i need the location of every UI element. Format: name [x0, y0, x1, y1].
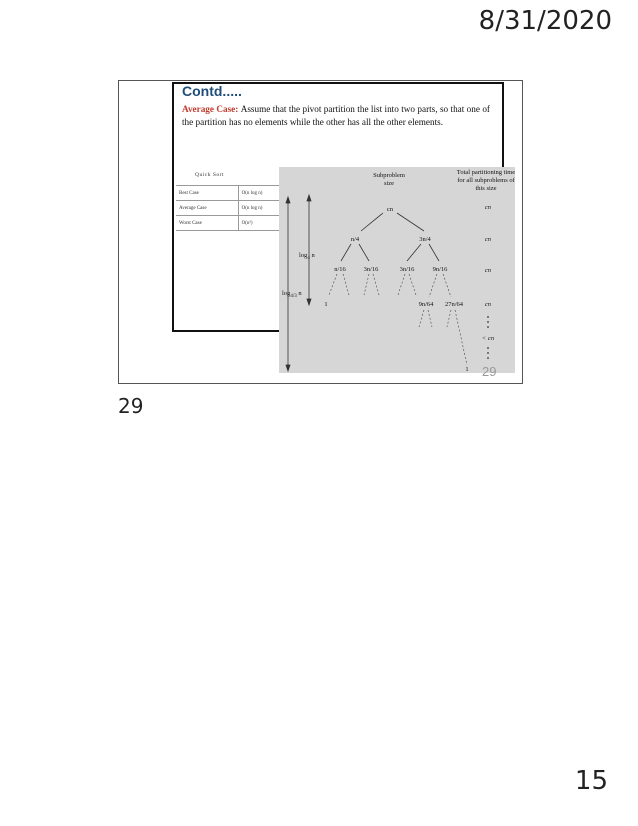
tree-edge [397, 213, 424, 231]
print-date: 8/31/2020 [478, 6, 612, 36]
tree-node-leaf-bottom: 1 [465, 366, 469, 373]
recursion-tree-svg [279, 167, 515, 373]
table-case-cell: Worst Case [176, 216, 238, 231]
dashed-edge [429, 274, 437, 297]
recursion-tree-diagram [279, 167, 515, 373]
tree-node-level1-left: n/4 [350, 236, 360, 243]
tree-edge [429, 244, 439, 261]
dashed-edge [364, 274, 369, 295]
tree-node-level3-left: 1 [324, 301, 328, 308]
tree-node-level3-right-a: 9n/64 [418, 301, 434, 308]
dashed-edge [428, 310, 432, 327]
ellipsis-dot [487, 347, 489, 349]
height-log4-label: $\log_4 n$ [299, 252, 315, 261]
table-row [176, 216, 288, 231]
slide-corner-number: 29 [482, 364, 497, 379]
table-case-cell: Best Case [176, 186, 238, 201]
height-arrows [286, 195, 311, 371]
header-subproblem-2: size [383, 180, 395, 187]
cost-label-lt: < cn [481, 335, 495, 342]
ellipsis-dot [487, 326, 489, 328]
page-number: 15 [574, 766, 608, 796]
table-title: Quick Sort [195, 172, 224, 178]
body-highlight: Average Case: [182, 104, 241, 114]
dashed-edge [409, 274, 416, 295]
tree-node-level2: 3n/16 [399, 266, 415, 273]
cost-label: cn [484, 236, 492, 243]
ellipsis-dot [487, 352, 489, 354]
ellipsis-dot [487, 357, 489, 359]
body-rest: Assume that the pivot partition the list into two parts, so that one of the partition has no elements while the other has all the other elements. [182, 104, 490, 127]
tree-nodes [324, 206, 468, 373]
cost-label: cn [484, 301, 492, 308]
dashed-edge [419, 310, 424, 327]
cost-label: cn [484, 204, 492, 211]
table-complexity-cell: O(n²) [238, 216, 288, 231]
log4-arrow-head-bottom [307, 299, 311, 305]
slide-body-text [182, 103, 490, 128]
tree-dashed-edges [329, 274, 467, 365]
slide-number: 29 [118, 394, 144, 418]
log43-arrow-head-top [286, 197, 290, 203]
header-total-3: this size [475, 185, 497, 192]
height-log43-label: $\log_{4/3} n$ [282, 290, 302, 299]
table-row [176, 186, 288, 201]
dashed-edge [447, 310, 451, 327]
dashed-edge [398, 274, 405, 295]
tree-edge [361, 213, 383, 231]
log43-arrow-head-bottom [286, 365, 290, 371]
tree-node-level1-right: 3n/4 [419, 236, 431, 243]
ellipsis-dot [487, 321, 489, 323]
table-complexity-cell: O(n log n) [238, 201, 288, 216]
tree-edge [407, 244, 421, 261]
dashed-edge [455, 310, 467, 365]
tree-node-level2: n/16 [334, 266, 346, 273]
dashed-edge [443, 274, 451, 297]
complexity-table [176, 167, 288, 231]
dashed-edge [343, 274, 349, 295]
header-subproblem-1: Subproblem [373, 172, 405, 179]
tree-node-level2: 9n/16 [432, 266, 448, 273]
header-total-2: for all subproblems of [457, 177, 515, 184]
tree-node-level3-right-b: 27n/64 [444, 301, 464, 308]
dashed-edge [373, 274, 379, 295]
tree-node-root: cn [386, 206, 394, 213]
tree-edge [359, 244, 369, 261]
header-total-1: Total partitioning time [456, 169, 515, 176]
table-title-cell [176, 167, 288, 186]
table-row [176, 201, 288, 216]
cost-label: cn [484, 267, 492, 274]
tree-edge [341, 244, 351, 261]
log4-arrow-head-top [307, 195, 311, 201]
table-complexity-cell: O(n log n) [238, 186, 288, 201]
ellipsis-dot [487, 316, 489, 318]
slide-title: Contd..... [182, 83, 242, 99]
dashed-edge [329, 274, 337, 295]
table-case-cell: Average Case [176, 201, 238, 216]
tree-node-level2: 3n/16 [363, 266, 379, 273]
